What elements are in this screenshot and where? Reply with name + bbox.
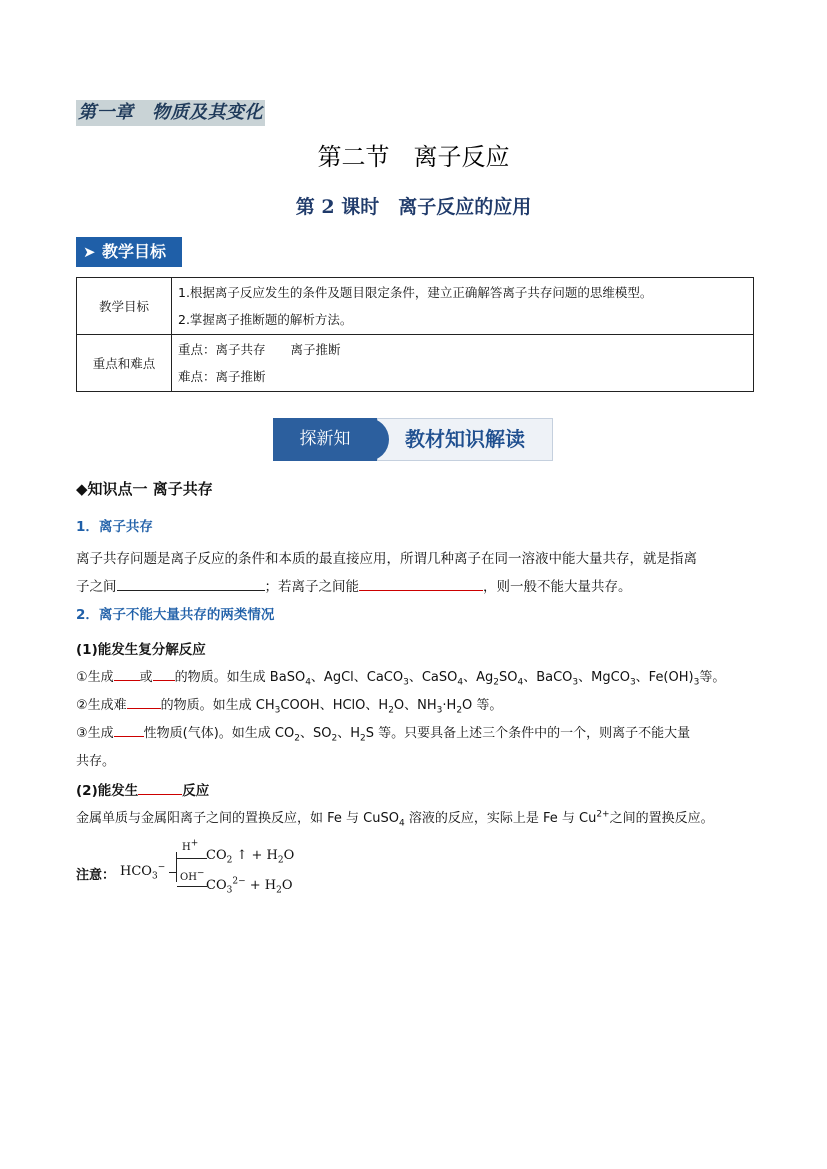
text: CO — [206, 878, 227, 893]
text: 、Fe(OH) — [635, 670, 694, 685]
paragraph — [76, 805, 756, 833]
superscript: − — [196, 868, 205, 879]
subscript: 3 — [693, 677, 700, 688]
text: 、AgCl、CaCO — [310, 670, 404, 685]
text: 性物质(气体)。如生成 CO — [143, 726, 295, 741]
superscript: − — [157, 862, 166, 873]
text: HCO — [120, 864, 152, 879]
subscript: 2 — [226, 855, 233, 866]
text: COOH、HClO、H — [280, 698, 389, 713]
subscript: 3 — [572, 677, 579, 688]
sub-heading: (1)能发生复分解反应 — [76, 642, 206, 658]
text: 的物质。如生成 CH — [160, 698, 275, 713]
note-species — [120, 862, 166, 882]
text: O、NH — [393, 698, 437, 713]
subscript: 2 — [331, 733, 338, 744]
text: O — [283, 848, 295, 863]
subscript: 4 — [457, 677, 464, 688]
subscript: 3 — [226, 885, 233, 896]
text: ①生成 — [76, 670, 114, 685]
goal-line: 2.掌握离子推断题的解析方法。 — [178, 312, 353, 327]
text: ③生成 — [76, 726, 114, 741]
subscript: 3 — [629, 677, 636, 688]
text: CO — [206, 848, 227, 863]
arrow-right-icon — [177, 886, 207, 887]
teaching-goal-tag — [76, 237, 182, 267]
paragraph — [76, 545, 756, 601]
product-1 — [206, 848, 295, 866]
text: SO — [499, 670, 518, 685]
text: ，则一般不能大量共存。 — [483, 579, 632, 595]
text: + H — [245, 878, 277, 893]
text: 子之间 — [76, 579, 117, 595]
table-cell — [172, 335, 754, 392]
fill-blank[interactable] — [114, 722, 144, 737]
subscript: 3 — [151, 871, 158, 882]
text: ·H — [442, 698, 457, 713]
text: 、Ag — [463, 670, 494, 685]
text: 共存。 — [76, 754, 116, 769]
subscript: 2 — [277, 855, 284, 866]
text: OH — [180, 872, 197, 883]
text: 、CaSO — [408, 670, 458, 685]
superscript: 2− — [232, 876, 246, 887]
subscript: 4 — [398, 818, 405, 829]
subscript: 2 — [276, 885, 282, 896]
text: 离子共存问题是离子反应的条件和本质的最直接应用，所谓几种离子在同一溶液中能大量共存，就是指离 — [76, 551, 697, 567]
paragraph — [76, 664, 766, 776]
subscript: 4 — [305, 677, 311, 688]
subscript: 3 — [436, 705, 443, 716]
fill-blank[interactable] — [114, 666, 140, 681]
text: 、BaCO — [523, 670, 573, 685]
subscript: 3 — [274, 705, 281, 716]
table-row — [77, 278, 754, 335]
text: 、MgCO — [578, 670, 630, 685]
text: ；若离子之间能 — [264, 579, 359, 595]
text: ②生成难 — [76, 698, 127, 713]
superscript: 2+ — [596, 809, 610, 820]
text: O — [281, 878, 293, 893]
banner-left: 探新知 — [273, 418, 377, 461]
subscript: 2 — [360, 733, 366, 744]
fill-blank[interactable] — [359, 576, 483, 591]
product-2 — [206, 876, 293, 896]
chapter-label: 第一章 物质及其变化 — [76, 100, 265, 126]
goals-table — [76, 277, 754, 392]
table-head-cell: 重点和难点 — [77, 335, 172, 392]
goal-line: 1.根据离子反应发生的条件及题目限定条件，建立正确解答离子共存问题的思维模型。 — [178, 285, 653, 300]
subscript: 4 — [517, 677, 524, 688]
fill-blank[interactable] — [127, 694, 161, 709]
fill-blank[interactable] — [117, 576, 265, 591]
subscript: 2 — [493, 677, 499, 688]
text: O 等。 — [462, 698, 503, 713]
table-head-cell: 教学目标 — [77, 278, 172, 335]
fill-blank[interactable] — [153, 666, 175, 681]
condition-acid — [182, 838, 199, 853]
note-label: 注意： — [76, 868, 116, 883]
text: 等。 — [699, 670, 726, 685]
knowledge-point-title: ◆知识点一 离子共存 — [76, 480, 213, 498]
text: 之间的置换反应。 — [609, 811, 714, 826]
text: 、SO — [299, 726, 332, 741]
goal-line: 难点：离子推断 — [178, 369, 266, 384]
text: 溶液的反应，实际上是 Fe 与 Cu — [404, 811, 597, 826]
subscript: 2 — [388, 705, 394, 716]
arrow-right-icon: ➤ — [83, 243, 96, 261]
section-title: 第二节 离子反应 — [317, 143, 510, 171]
lesson-title: 第 2 课时 离子反应的应用 — [295, 196, 532, 218]
text: 金属单质与金属阳离子之间的置换反应，如 Fe 与 CuSO — [76, 811, 399, 826]
subscript: 2 — [456, 705, 463, 716]
text: S 等。只要具备上述三个条件中的一个，则离子不能大量 — [365, 726, 691, 741]
arrow-right-icon — [177, 858, 207, 859]
condition-base — [180, 868, 205, 883]
branch-line — [176, 852, 177, 882]
section-banner — [273, 418, 553, 461]
text: ↑ + H — [236, 848, 278, 863]
text: 反应 — [182, 783, 210, 799]
superscript: + — [190, 838, 199, 849]
subscript: 2 — [294, 733, 300, 744]
teaching-goal-tag-label: 教学目标 — [102, 242, 167, 261]
text: 的物质。如生成 BaSO — [174, 670, 306, 685]
fill-blank[interactable] — [138, 780, 182, 795]
sub-heading — [76, 777, 756, 805]
text: 、H — [337, 726, 360, 741]
subsection-title: 2．离子不能大量共存的两类情况 — [76, 607, 275, 623]
table-row — [77, 335, 754, 392]
banner-right: 教材知识解读 — [377, 418, 553, 461]
note-equation — [76, 838, 376, 900]
goal-line: 重点：离子共存 离子推断 — [178, 342, 341, 357]
subsection-title: 1．离子共存 — [76, 519, 153, 535]
text: (2)能发生 — [76, 783, 139, 799]
table-cell — [172, 278, 754, 335]
subscript: 3 — [403, 677, 409, 688]
text: 或 — [139, 670, 153, 685]
text: H — [182, 842, 191, 853]
